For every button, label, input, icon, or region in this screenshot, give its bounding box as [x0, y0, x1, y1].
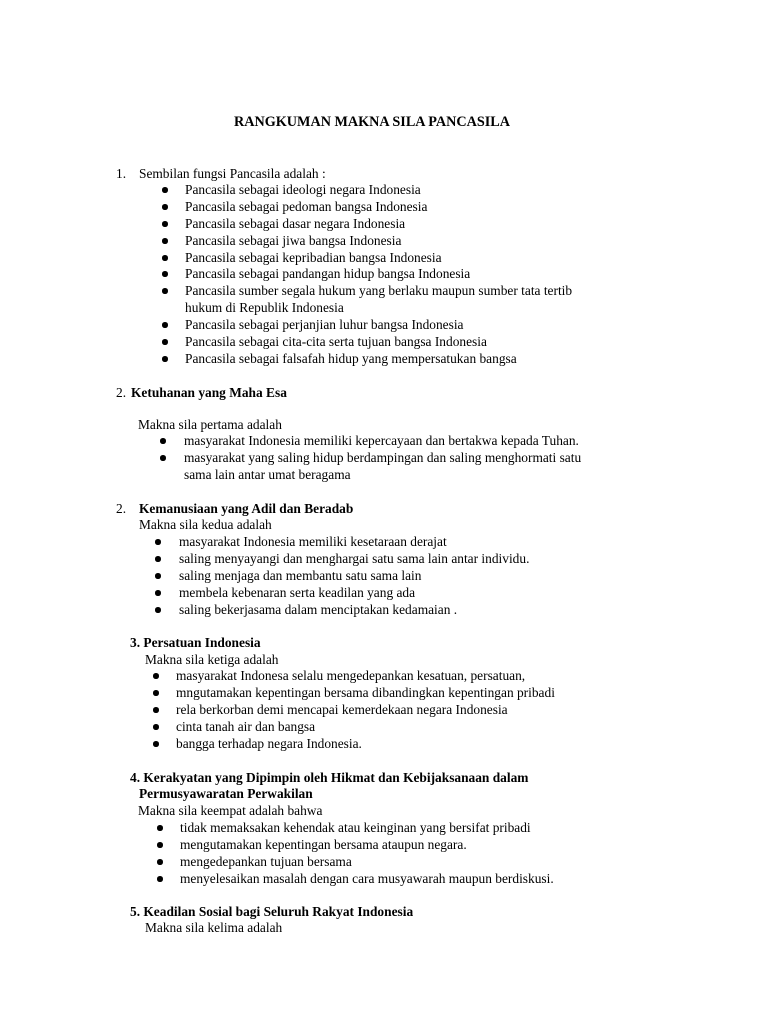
section-5-heading: 4. Kerakyatan yang Dipimpin oleh Hikmat dan Kebijaksanaan dalam [130, 770, 529, 785]
bullet-icon [162, 356, 168, 362]
bullet-icon [162, 271, 168, 277]
bullet-icon [153, 707, 159, 713]
list-item: Pancasila sebagai pandangan hidup bangsa Indonesia [185, 266, 471, 281]
bullet-icon [155, 539, 161, 545]
section-3-heading: Kemanusiaan yang Adil dan Beradab [139, 501, 354, 516]
section-2-intro: Makna sila pertama adalah [138, 417, 282, 432]
section-2-number: 2. [116, 385, 127, 400]
list-item: Pancasila sebagai perjanjian luhur bangsa Indonesia [185, 317, 464, 332]
list-item: Pancasila sebagai cita-cita serta tujuan bangsa Indonesia [185, 334, 487, 349]
bullet-icon [155, 607, 161, 613]
bullet-icon [162, 339, 168, 345]
list-item: menyelesaikan masalah dengan cara musyawarah maupun berdiskusi. [180, 871, 554, 886]
bullet-icon [157, 825, 163, 831]
list-item-continuation: hukum di Republik Indonesia [185, 300, 344, 315]
list-item: rela berkorban demi mencapai kemerdekaan negara Indonesia [176, 702, 508, 717]
bullet-icon [153, 741, 159, 747]
bullet-icon [162, 187, 168, 193]
bullet-icon [162, 322, 168, 328]
document-title: RANGKUMAN MAKNA SILA PANCASILA [234, 114, 511, 130]
list-item: Pancasila sebagai pedoman bangsa Indonesia [185, 199, 428, 214]
bullet-icon [153, 724, 159, 730]
bullet-icon [162, 255, 168, 261]
bullet-icon [153, 673, 159, 679]
list-item: cinta tanah air dan bangsa [176, 719, 316, 734]
list-item: mengedepankan tujuan bersama [180, 854, 352, 869]
section-5-heading-continuation: Permusyawaratan Perwakilan [139, 786, 313, 801]
bullet-icon [157, 859, 163, 865]
list-item: mengutamakan kepentingan bersama ataupun negara. [180, 837, 467, 852]
bullet-icon [155, 590, 161, 596]
bullet-icon [157, 842, 163, 848]
bullet-icon [153, 690, 159, 696]
list-item: saling bekerjasama dalam menciptakan kedamaian . [179, 602, 458, 617]
list-item-continuation: sama lain antar umat beragama [184, 467, 351, 482]
section-4-heading: 3. Persatuan Indonesia [130, 635, 261, 650]
list-item: Pancasila sebagai falsafah hidup yang mempersatukan bangsa [185, 351, 517, 366]
bullet-icon [162, 238, 168, 244]
bullet-icon [160, 455, 166, 461]
section-2-heading: Ketuhanan yang Maha Esa [131, 385, 287, 400]
list-item: Pancasila sebagai kepribadian bangsa Indonesia [185, 250, 442, 265]
bullet-icon [155, 556, 161, 562]
bullet-icon [162, 288, 168, 294]
section-5-intro: Makna sila keempat adalah bahwa [138, 803, 323, 818]
list-item: masyarakat Indonesia memiliki kesetaraan derajat [179, 534, 447, 549]
list-item: tidak memaksakan kehendak atau keinginan yang bersifat pribadi [180, 820, 531, 835]
list-item: masyarakat Indonesa selalu mengedepankan kesatuan, persatuan, [176, 668, 526, 683]
list-item: Pancasila sebagai ideologi negara Indonesia [185, 182, 421, 197]
bullet-icon [155, 573, 161, 579]
list-item: mngutamakan kepentingan bersama dibandingkan kepentingan pribadi [176, 685, 555, 700]
list-item: bangga terhadap negara Indonesia. [176, 736, 362, 751]
list-item: Pancasila sumber segala hukum yang berlaku maupun sumber tata tertib [185, 283, 573, 298]
section-6-intro: Makna sila kelima adalah [145, 920, 283, 935]
bullet-icon [162, 204, 168, 210]
list-item: saling menjaga dan membantu satu sama lain [179, 568, 422, 583]
section-1-heading: Sembilan fungsi Pancasila adalah : [139, 166, 326, 181]
section-3-number: 2. [116, 501, 127, 516]
list-item: Pancasila sebagai dasar negara Indonesia [185, 216, 406, 231]
bullet-icon [162, 221, 168, 227]
section-4-intro: Makna sila ketiga adalah [145, 652, 279, 667]
list-item: saling menyayangi dan menghargai satu sama lain antar individu. [179, 551, 530, 566]
list-item: membela kebenaran serta keadilan yang ada [179, 585, 416, 600]
bullet-icon [160, 438, 166, 444]
list-item: Pancasila sebagai jiwa bangsa Indonesia [185, 233, 402, 248]
list-item: masyarakat yang saling hidup berdampingan dan saling menghormati satu [184, 450, 582, 465]
bullet-icon [157, 876, 163, 882]
section-6-heading: 5. Keadilan Sosial bagi Seluruh Rakyat Indonesia [130, 904, 414, 919]
list-item: masyarakat Indonesia memiliki kepercayaan dan bertakwa kepada Tuhan. [184, 433, 579, 448]
section-3-intro: Makna sila kedua adalah [139, 517, 272, 532]
section-1-number: 1. [116, 166, 127, 181]
